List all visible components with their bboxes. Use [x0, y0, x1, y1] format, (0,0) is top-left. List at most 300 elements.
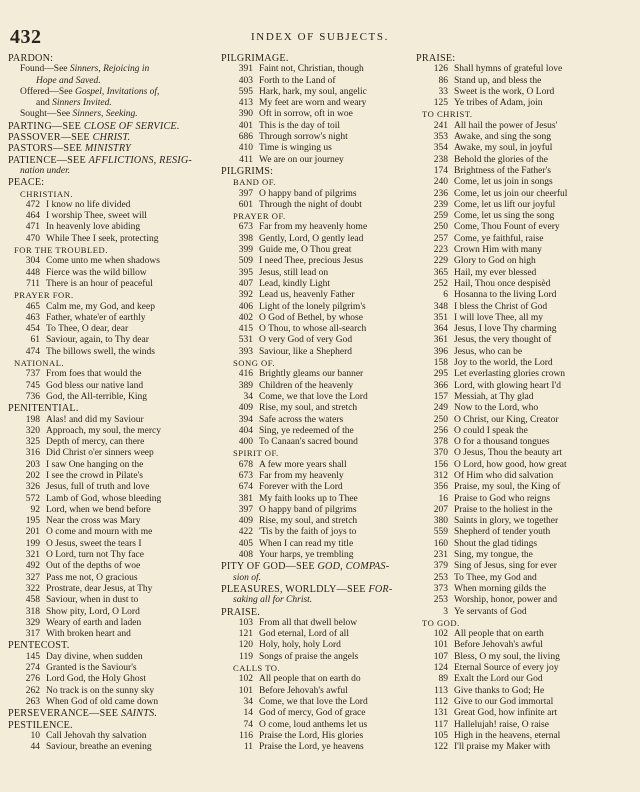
hymn-number: 378	[433, 437, 448, 448]
hymn-first-line: O for a thousand tongues	[454, 437, 550, 448]
hymn-first-line: Show pity, Lord, O Lord	[46, 606, 140, 617]
hymn-number: 125	[433, 98, 448, 109]
index-entry	[416, 539, 632, 550]
subject-heading	[8, 708, 218, 719]
hymn-first-line: O God of Bethel, by whose	[259, 312, 363, 323]
hymn-first-line: While Thee I seek, protecting	[46, 233, 159, 244]
hymn-number: 3	[443, 606, 448, 617]
hymn-number: 364	[433, 324, 448, 335]
index-entry	[221, 302, 413, 313]
hymn-first-line: O Thou, to whose all-search	[259, 324, 367, 335]
hymn-first-line: Depth of mercy, can there	[46, 437, 145, 448]
hymn-number: 33	[438, 86, 448, 97]
index-entry	[221, 392, 413, 403]
hymn-first-line: Rise, my soul, and stretch	[259, 403, 358, 414]
hymn-first-line: When God of old came down	[46, 696, 159, 707]
hymn-first-line: Forth to the Land of	[259, 75, 336, 86]
hymn-number: 124	[433, 663, 448, 674]
index-entry	[8, 561, 218, 572]
subject-heading	[221, 561, 413, 572]
hymn-number: 415	[238, 324, 253, 335]
hymn-number: 673	[238, 470, 253, 481]
hymn-number: 252	[433, 278, 448, 289]
index-entry	[416, 403, 632, 414]
subheading	[221, 211, 413, 222]
hymn-number: 531	[238, 335, 253, 346]
hymn-first-line: O very God of very God	[259, 335, 353, 346]
subheading	[8, 358, 218, 369]
hymn-first-line: Praise the Lord, His glories	[259, 730, 364, 741]
index-entry	[8, 652, 218, 663]
hymn-number: 321	[25, 550, 40, 561]
hymn-number: 595	[238, 86, 253, 97]
index-entry	[221, 720, 413, 731]
hymn-first-line: Guide me, O Thou great	[259, 245, 352, 256]
hymn-first-line: I'll praise my Maker with	[454, 742, 551, 753]
hymn-first-line: I will love Thee, all my	[454, 312, 543, 323]
index-entry	[221, 222, 413, 233]
subheading	[221, 663, 413, 674]
hymn-first-line: The billows swell, the winds	[46, 346, 155, 357]
entry-text: Sought—See	[20, 109, 73, 120]
cross-reference	[8, 98, 218, 109]
hymn-first-line: I see the crowd in Pilate's	[46, 470, 143, 481]
index-entry	[416, 494, 632, 505]
hymn-first-line: I saw One hanging on the	[46, 459, 144, 470]
index-entry	[221, 640, 413, 651]
index-entry	[8, 392, 218, 403]
index-entry	[416, 98, 632, 109]
hymn-first-line: Hosanna to the living Lord	[454, 290, 557, 301]
entry-text: PARDON:	[8, 53, 54, 64]
hymn-number: 454	[25, 324, 40, 335]
hymn-number: 116	[239, 730, 253, 741]
hymn-first-line: Safe across the waters	[259, 414, 344, 425]
index-entry	[221, 516, 413, 527]
hymn-number: 102	[238, 674, 253, 685]
hymn-first-line: Great God, how infinite art	[454, 708, 558, 719]
hymn-number: 745	[25, 380, 40, 391]
hymn-number: 320	[25, 425, 40, 436]
hymn-first-line: All hail the power of Jesus'	[454, 120, 558, 131]
index-entry	[416, 561, 632, 572]
index-entry	[416, 302, 632, 313]
hymn-number: 241	[433, 120, 448, 131]
hymn-first-line: Sing, ye redeemed of the	[259, 425, 354, 436]
hymn-number: 403	[238, 75, 253, 86]
index-entry	[416, 121, 632, 132]
subheading	[221, 448, 413, 459]
hymn-number: 411	[239, 154, 253, 165]
index-entry	[8, 573, 218, 584]
hymn-number: 471	[25, 222, 40, 233]
hymn-first-line: Crown Him with many	[454, 245, 542, 256]
see-reference-text: FOR-	[368, 583, 393, 595]
subject-heading	[8, 640, 218, 651]
subheading	[8, 189, 218, 200]
hymn-first-line: To Thee, my God and	[454, 572, 537, 583]
hymn-first-line: O happy band of pilgrims	[259, 188, 357, 199]
index-entry	[416, 76, 632, 87]
see-reference-text: GOD, COMPAS-	[317, 561, 390, 573]
index-entry	[221, 482, 413, 493]
hymn-first-line: Brightness of the Father's	[454, 165, 551, 176]
hymn-number: 131	[433, 708, 448, 719]
hymn-first-line: O Lord, turn not Thy face	[46, 550, 144, 561]
hymn-first-line: Jesus, still lead on	[259, 267, 329, 278]
hymn-number: 158	[433, 358, 448, 369]
index-entry	[416, 268, 632, 279]
hymn-first-line: God of mercy, God of grace	[259, 708, 366, 719]
hymn-number: 390	[238, 109, 253, 120]
hymn-first-line: O Lord, how good, how great	[454, 459, 567, 470]
index-entry	[221, 268, 413, 279]
hymn-first-line: When morning gilds the	[454, 583, 547, 594]
hymn-number: 122	[433, 742, 448, 753]
hymn-number: 370	[433, 448, 448, 459]
hymn-number: 113	[434, 685, 448, 696]
hymn-number: 463	[25, 312, 40, 323]
hymn-number: 394	[238, 414, 253, 425]
hymn-first-line: No track is on the sunny sky	[46, 685, 155, 696]
index-entry	[8, 471, 218, 482]
index-entry	[416, 64, 632, 75]
index-entry	[221, 256, 413, 267]
hymn-first-line: Holy, holy, holy Lord	[259, 640, 341, 651]
index-entry	[221, 539, 413, 550]
index-entry	[8, 618, 218, 629]
hymn-number: 353	[433, 132, 448, 143]
index-entry	[221, 686, 413, 697]
entry-text: PILGRIMS:	[221, 165, 274, 177]
hymn-first-line: Praise, my soul, the King of	[454, 482, 561, 493]
index-entry	[8, 742, 218, 753]
hymn-number: 317	[25, 629, 40, 640]
hymn-first-line: Come unto me when shadows	[46, 256, 160, 267]
hymn-first-line: Jesus, the very thought of	[454, 335, 552, 346]
index-entry	[221, 200, 413, 211]
hymn-number: 322	[25, 583, 40, 594]
index-entry	[8, 324, 218, 335]
index-entry	[416, 166, 632, 177]
entry-text: PLEASURES, WORLDLY—SEE	[221, 583, 369, 595]
hymn-first-line: Father, whate'er of earthly	[46, 312, 146, 323]
hymn-first-line: Hark, hark, my soul, angelic	[259, 86, 367, 97]
hymn-first-line: Now to the Lord, who	[454, 403, 539, 414]
hymn-first-line: Joy to the world, the Lord	[454, 358, 553, 369]
hymn-first-line: Hallelujah! raise, O raise	[454, 719, 549, 730]
cross-reference	[8, 87, 218, 98]
index-entry	[416, 177, 632, 188]
hymn-number: 276	[25, 674, 40, 685]
index-entry	[416, 189, 632, 200]
hymn-first-line: Prostrate, dear Jesus, at Thy	[46, 583, 153, 594]
index-entry	[8, 268, 218, 279]
hymn-number: 392	[238, 290, 253, 301]
entry-text: NATIONAL.	[14, 358, 65, 369]
hymn-number: 361	[433, 335, 448, 346]
hymn-number: 249	[433, 403, 448, 414]
hymn-first-line: Your harps, ye trembling	[259, 550, 354, 561]
hymn-number: 389	[238, 380, 253, 391]
index-entry	[221, 437, 413, 448]
hymn-first-line: Hail, my ever blessed	[454, 267, 537, 278]
hymn-number: 474	[25, 346, 40, 357]
hymn-number: 259	[433, 211, 448, 222]
hymn-number: 61	[30, 335, 40, 346]
index-entry	[221, 494, 413, 505]
index-entry	[8, 494, 218, 505]
hymn-first-line: Oft in sorrow, oft in woe	[259, 109, 353, 120]
index-entry	[221, 76, 413, 87]
hymn-first-line: Forever with the Lord	[259, 482, 343, 493]
hymn-number: 295	[433, 369, 448, 380]
hymn-number: 326	[25, 482, 40, 493]
hymn-first-line: Stand up, and bless the	[454, 75, 542, 86]
hymn-first-line: Come, ye faithful, raise	[454, 233, 544, 244]
hymn-number: 401	[238, 120, 253, 131]
hymn-first-line: We are on our journey	[259, 154, 344, 165]
hymn-first-line: This is the day of toil	[259, 120, 341, 131]
hymn-first-line: O happy band of pilgrims	[259, 504, 357, 515]
hymn-number: 102	[433, 629, 448, 640]
hymn-number: 407	[238, 278, 253, 289]
hymn-number: 198	[25, 414, 40, 425]
subject-heading	[8, 143, 218, 154]
hymn-first-line: Saviour, when in dust to	[46, 595, 139, 606]
hymn-number: 201	[25, 527, 40, 538]
index-entry	[221, 245, 413, 256]
subject-heading	[221, 584, 413, 595]
hymn-number: 253	[433, 595, 448, 606]
hymn-number: 318	[25, 606, 40, 617]
index-entry	[221, 505, 413, 516]
hymn-number: 464	[25, 211, 40, 222]
subject-heading	[221, 166, 413, 177]
hymn-first-line: Brightly gleams our banner	[259, 369, 364, 380]
hymn-first-line: Exalt the Lord our God	[454, 674, 543, 685]
index-entry	[416, 437, 632, 448]
hymn-number: 393	[238, 346, 253, 357]
index-entry	[221, 335, 413, 346]
hymn-number: 400	[238, 437, 253, 448]
index-entry	[416, 505, 632, 516]
running-title: INDEX OF SUBJECTS.	[251, 31, 389, 43]
index-entry	[8, 369, 218, 380]
hymn-number: 686	[238, 132, 253, 143]
index-entry	[416, 222, 632, 233]
hymn-number: 103	[238, 617, 253, 628]
index-entry	[8, 663, 218, 674]
hymn-first-line: My feet are worn and weary	[259, 98, 367, 109]
hymn-first-line: Jesus, I love Thy charming	[454, 324, 557, 335]
see-reference-text: nation under.	[20, 165, 71, 176]
subject-heading	[416, 53, 632, 64]
entry-text: TO CHRIST.	[422, 109, 473, 120]
index-entry	[416, 460, 632, 471]
index-entry	[416, 324, 632, 335]
index-entry	[416, 595, 632, 606]
entry-text: PESTILENCE.	[8, 719, 73, 731]
hymn-number: 263	[25, 696, 40, 707]
hymn-first-line: Did Christ o'er sinners weep	[46, 448, 154, 459]
index-entry	[8, 211, 218, 222]
hymn-first-line: Bless, O my soul, the living	[454, 651, 560, 662]
subheading	[416, 618, 632, 629]
hymn-number: 156	[433, 459, 448, 470]
hymn-number: 402	[238, 312, 253, 323]
hymn-number: 16	[438, 493, 448, 504]
hymn-number: 250	[433, 222, 448, 233]
hymn-number: 354	[433, 143, 448, 154]
hymn-number: 472	[25, 199, 40, 210]
hymn-number: 14	[243, 708, 253, 719]
index-entry	[221, 132, 413, 143]
hymn-number: 203	[25, 459, 40, 470]
hymn-number: 711	[26, 278, 40, 289]
hymn-first-line: There is an hour of peaceful	[46, 278, 153, 289]
hymn-first-line: Sing of Jesus, sing for ever	[454, 561, 557, 572]
index-entry	[8, 234, 218, 245]
index-entry	[221, 426, 413, 437]
hymn-number: 107	[433, 651, 448, 662]
hymn-first-line: From foes that would the	[46, 369, 142, 380]
hymn-first-line: O come, loud anthems let us	[259, 719, 368, 730]
index-entry	[416, 358, 632, 369]
hymn-first-line: Lord, with glowing heart I'd	[454, 380, 561, 391]
subject-heading	[8, 403, 218, 414]
index-entry	[221, 347, 413, 358]
hymn-first-line: All people that on earth do	[259, 674, 361, 685]
hymn-first-line: Light of the lonely pilgrim's	[259, 301, 366, 312]
index-entry	[221, 415, 413, 426]
index-entry	[8, 595, 218, 606]
hymn-first-line: Alas! and did my Saviour	[46, 414, 144, 425]
hymn-number: 448	[25, 267, 40, 278]
index-entry	[8, 550, 218, 561]
hymn-first-line: Shout the glad tidings	[454, 538, 538, 549]
hymn-number: 112	[434, 696, 448, 707]
hymn-first-line: I worship Thee, sweet will	[46, 211, 147, 222]
hymn-first-line: Saviour, like a Shepherd	[259, 346, 353, 357]
index-entry	[8, 256, 218, 267]
hymn-first-line: Lord God, the Holy Ghost	[46, 674, 147, 685]
see-reference-text: SAINTS.	[120, 708, 158, 720]
index-entry	[221, 527, 413, 538]
index-entry	[8, 448, 218, 459]
index-entry	[8, 279, 218, 290]
hymn-number: 397	[238, 504, 253, 515]
page-number: 432	[10, 26, 42, 48]
hymn-number: 145	[25, 651, 40, 662]
hymn-first-line: O Jesus, Thou the beauty art	[454, 448, 562, 459]
hymn-number: 250	[433, 414, 448, 425]
hymn-number: 492	[25, 561, 40, 572]
entry-text: SPIRIT OF.	[233, 448, 279, 459]
hymn-first-line: Lead, kindly Light	[259, 278, 330, 289]
hymn-number: 327	[25, 572, 40, 583]
index-entry	[8, 516, 218, 527]
hymn-number: 404	[238, 425, 253, 436]
hymn-first-line: Lead us, heavenly Father	[259, 290, 355, 301]
hymn-number: 406	[238, 301, 253, 312]
hymn-first-line: Come, let us join our cheerful	[454, 188, 568, 199]
subject-heading	[8, 132, 218, 143]
index-entry	[8, 527, 218, 538]
hymn-number: 398	[238, 233, 253, 244]
index-entry	[416, 584, 632, 595]
hymn-number: 229	[433, 256, 448, 267]
hymn-number: 325	[25, 437, 40, 448]
hymn-first-line: Shepherd of tender youth	[454, 527, 551, 538]
index-entry	[416, 471, 632, 482]
hymn-first-line: Songs of praise the angels	[259, 651, 359, 662]
hymn-number: 74	[243, 719, 253, 730]
index-entry	[416, 335, 632, 346]
hymn-number: 413	[238, 98, 253, 109]
hymn-first-line: All people that on earth	[454, 629, 544, 640]
index-entry	[8, 607, 218, 618]
hymn-first-line: Ye servants of God	[454, 606, 527, 617]
subject-heading	[8, 121, 218, 132]
see-reference-text: Gospel, Invitations of,	[74, 86, 160, 97]
hymn-first-line: Weary of earth and laden	[46, 617, 142, 628]
index-entry	[416, 245, 632, 256]
hymn-first-line: Fierce was the wild billow	[46, 267, 147, 278]
index-entry	[221, 381, 413, 392]
hymn-first-line: Faint not, Christian, though	[259, 64, 364, 75]
hymn-first-line: With broken heart and	[46, 629, 131, 640]
index-entry	[221, 471, 413, 482]
hymn-first-line: Children of the heavenly	[259, 380, 354, 391]
hymn-number: 207	[433, 504, 448, 515]
hymn-number: 366	[433, 380, 448, 391]
hymn-first-line: Praise to the holiest in the	[454, 504, 553, 515]
index-entry	[416, 708, 632, 719]
hymn-number: 89	[438, 674, 448, 685]
index-entry	[416, 313, 632, 324]
subheading	[221, 177, 413, 188]
hymn-number: 409	[238, 516, 253, 527]
hymn-number: 92	[30, 504, 40, 515]
hymn-first-line: I need Thee, precious Jesus	[259, 256, 364, 267]
hymn-first-line: Eternal Source of every joy	[454, 663, 559, 674]
hymn-first-line: O Christ, our King, Creator	[454, 414, 559, 425]
hymn-first-line: Sweet is the work, O Lord	[454, 86, 555, 97]
hymn-number: 673	[238, 222, 253, 233]
index-entry	[221, 629, 413, 640]
index-entry	[221, 313, 413, 324]
hymn-number: 373	[433, 583, 448, 594]
index-entry	[416, 155, 632, 166]
hymn-number: 396	[433, 346, 448, 357]
entry-text: TO GOD.	[422, 617, 460, 628]
index-entry	[221, 674, 413, 685]
hymn-number: 416	[238, 369, 253, 380]
index-entry	[416, 720, 632, 731]
hymn-first-line: Praise the Lord, ye heavens	[259, 742, 364, 753]
hymn-number: 86	[438, 75, 448, 86]
entry-text: PENITENTIAL.	[8, 403, 79, 415]
hymn-number: 380	[433, 516, 448, 527]
entry-text: Found—See	[20, 64, 70, 75]
index-entry	[416, 550, 632, 561]
cross-reference	[8, 166, 218, 177]
hymn-first-line: Praise to God who reigns	[454, 493, 551, 504]
hymn-number: 34	[243, 696, 253, 707]
hymn-first-line: Far from my heavenly	[259, 470, 344, 481]
hymn-number: 121	[238, 629, 253, 640]
